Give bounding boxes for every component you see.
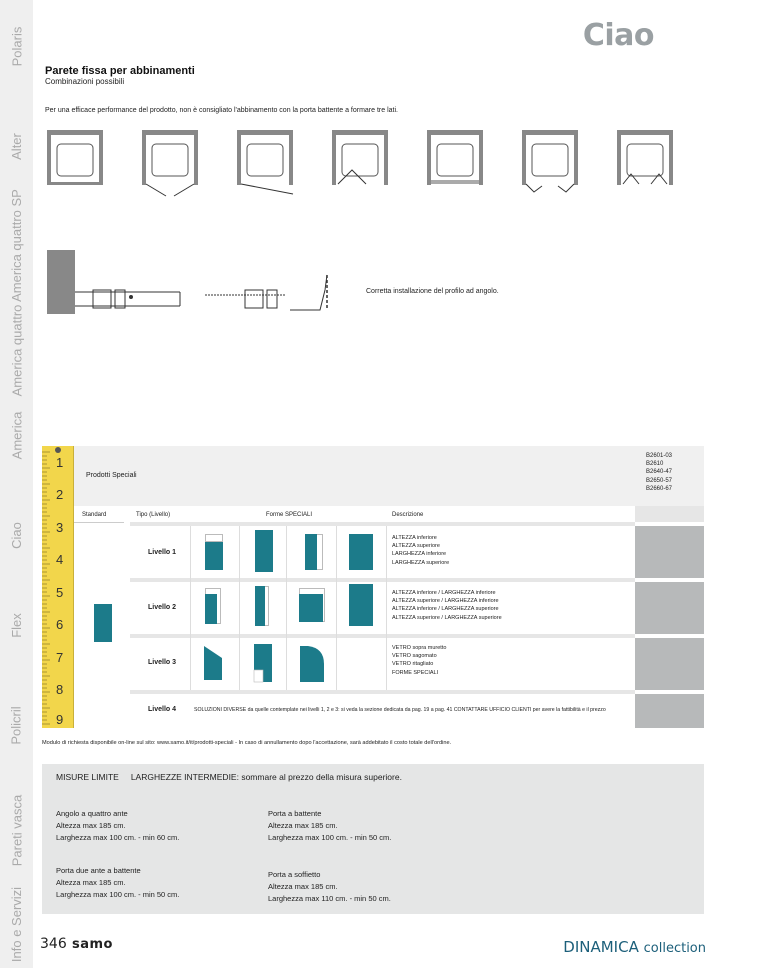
ruler-number: 3 — [56, 520, 64, 535]
shape-l3-a — [202, 642, 228, 682]
misure-item-line: Larghezza max 110 cm. - min 50 cm. — [268, 894, 391, 903]
standard-shape — [94, 604, 112, 642]
level-1-description — [392, 534, 449, 567]
desc-line: LARGHEZZA inferiore — [392, 551, 447, 558]
misure-item-line: Larghezza max 100 cm. - min 50 cm. — [268, 833, 392, 842]
misure-limite-panel — [42, 764, 704, 914]
shower-combinations-row — [45, 126, 695, 206]
shape-l1-a — [205, 540, 223, 570]
section-sidebar — [0, 0, 33, 968]
desc-line: FORME SPECIALI — [392, 669, 439, 676]
cell-divider — [239, 526, 240, 690]
sidebar-tab-info-servizi[interactable]: Info e Servizi — [9, 886, 24, 962]
product-code: B2650-57 — [646, 477, 673, 484]
desc-line: LARGHEZZA superiore — [392, 559, 450, 566]
desc-line: ALTEZZA superiore / LARGHEZZA inferiore — [392, 598, 499, 605]
cell-divider — [286, 526, 287, 690]
sidebar-tab-ciao[interactable]: Ciao — [9, 521, 24, 549]
misure-item-title: Porta a battente — [268, 809, 322, 818]
misure-item-title: Porta a soffietto — [268, 870, 321, 879]
cell-divider — [336, 526, 337, 690]
misure-header — [56, 772, 402, 782]
level-2-price-cell — [635, 582, 704, 634]
product-code: B2660-67 — [646, 485, 673, 492]
col-tipo: Tipo (Livello) — [136, 512, 171, 518]
page-number: 346 — [40, 936, 67, 952]
level-3-label: Livello 3 — [148, 659, 177, 666]
table-header — [74, 446, 704, 506]
level-4-label: Livello 4 — [148, 706, 177, 713]
sidebar-tab-alter[interactable]: Alter — [8, 132, 24, 160]
desc-line: VETRO ritagliato — [392, 661, 434, 668]
shower-diagram-4 — [330, 126, 390, 206]
product-code: B2640-47 — [646, 469, 673, 476]
col-descrizione: Descrizione — [392, 512, 424, 518]
sidebar-tab-america-quattro-sp[interactable]: America quattro SP — [9, 188, 24, 302]
shape-l1-b — [255, 530, 273, 572]
ruler-number: 1 — [56, 455, 64, 470]
shower-diagram-2 — [140, 126, 200, 206]
level-2-label: Livello 2 — [148, 604, 177, 611]
col-underline — [74, 522, 124, 523]
page-note: Per una efficace performance del prodotto, non è consigliato l'abbinamento con la porta battente a formare tre lati. — [45, 107, 398, 114]
ruler-number: 7 — [56, 650, 64, 665]
level-2-description — [392, 589, 502, 622]
misure-item-line: Altezza max 185 cm. — [56, 878, 126, 887]
ruler-number: 4 — [56, 552, 64, 567]
collection-title: DINAMICA — [563, 938, 639, 956]
desc-line: VETRO sagomato — [392, 653, 437, 660]
level-1-price-cell — [635, 526, 704, 578]
ruler-number: 8 — [56, 682, 64, 697]
shower-diagram-5 — [425, 126, 485, 206]
shower-diagram-3 — [235, 126, 295, 206]
product-code: B2610 — [646, 461, 664, 468]
misure-item-line: Altezza max 185 cm. — [56, 821, 126, 830]
ruler-number: 9 — [56, 712, 64, 727]
sidebar-tab-flex[interactable]: Flex — [9, 612, 24, 638]
desc-line: ALTEZZA superiore / LARGHEZZA superiore — [392, 614, 502, 621]
page-title: Parete fissa per abbinamenti — [45, 65, 195, 77]
desc-line: ALTEZZA inferiore — [392, 535, 437, 541]
misure-item-line: Larghezza max 100 cm. - min 60 cm. — [56, 833, 180, 842]
desc-line: ALTEZZA superiore — [392, 543, 440, 550]
shape-l2-d — [349, 584, 373, 626]
sidebar-tab-america[interactable]: America — [9, 411, 24, 459]
misure-item-line: Altezza max 185 cm. — [268, 821, 338, 830]
shower-diagram-7 — [615, 126, 675, 206]
misure-item-line: Altezza max 185 cm. — [268, 882, 338, 891]
special-products-table — [74, 446, 704, 728]
misure-item — [56, 865, 179, 901]
shape-l3-c — [298, 642, 328, 684]
shape-l1-c — [305, 534, 317, 570]
desc-line: ALTEZZA inferiore / LARGHEZZA superiore — [392, 606, 499, 613]
brand-logo: Ciao — [582, 18, 654, 53]
shape-l3-b — [252, 642, 278, 684]
shower-diagram-1 — [45, 126, 105, 206]
shape-l1-d — [349, 534, 373, 570]
shape-l2-c — [299, 594, 323, 622]
misure-title: MISURE LIMITE — [56, 772, 119, 782]
level-4-description: SOLUZIONI DIVERSE da quelle contemplate nei livelli 1, 2 e 3: si veda la sezione dedicata da pag. 19 a pag. 41 CONTATTARE UFFICIO CLIENTI per avere la fattibilità e il prezzo — [194, 707, 606, 713]
misure-subtitle: LARGHEZZE INTERMEDIE: sommare al prezzo della misura superiore. — [130, 772, 402, 782]
misure-item-line: Larghezza max 100 cm. - min 50 cm. — [56, 890, 180, 899]
collection-subtitle: collection — [643, 941, 706, 956]
misure-item — [56, 808, 179, 844]
sidebar-tab-america-quattro[interactable]: America quattro — [9, 304, 25, 396]
shape-l2-a — [205, 594, 217, 624]
level-3-price-cell — [635, 638, 704, 690]
misure-item — [268, 869, 391, 905]
misure-item-title: Porta due ante a battente — [56, 866, 141, 875]
cell-divider — [386, 526, 387, 690]
samo-logo: samo — [72, 937, 113, 952]
level-1-label: Livello 1 — [148, 549, 177, 556]
col-forme: Forme SPECIALI — [266, 512, 313, 518]
sidebar-tab-polaris[interactable]: Polaris — [9, 26, 24, 66]
ruler-number: 2 — [56, 487, 64, 502]
sidebar-tab-policril[interactable]: Policril — [9, 705, 25, 745]
shape-l2-b — [255, 586, 265, 626]
product-codes — [646, 452, 672, 493]
col-gray-head — [635, 506, 704, 522]
misure-item-title: Angolo a quattro ante — [56, 809, 128, 818]
desc-line: VETRO sopra muretto — [392, 645, 447, 651]
measuring-ruler — [42, 446, 74, 728]
misure-item — [268, 808, 391, 844]
profile-note: Corretta installazione del profilo ad angolo. — [366, 288, 499, 295]
footnote: Modulo di richiesta disponibile on-line sul sito: www.samo.it/it/prodotti-speciali - In caso di annullamento dopo l'accettazione, sarà addebitato il costo totale dell'ordine. — [42, 740, 452, 746]
shower-diagram-6 — [520, 126, 580, 206]
ruler-number: 6 — [56, 617, 64, 632]
profile-installation-drawing — [45, 250, 345, 330]
desc-line: ALTEZZA inferiore / LARGHEZZA inferiore — [392, 590, 496, 596]
page-subtitle: Combinazioni possibili — [45, 77, 125, 86]
level-4-price-cell — [635, 694, 704, 728]
level-3-description — [392, 644, 446, 677]
product-code: B2601-03 — [646, 453, 673, 459]
ruler-number: 5 — [56, 585, 64, 600]
collection-name — [563, 938, 706, 956]
sidebar-tab-pareti-vasca[interactable]: Pareti vasca — [9, 794, 25, 866]
table-header-label: Prodotti Speciali — [86, 472, 137, 479]
col-standard: Standard — [82, 512, 107, 518]
shape-l1-a-outline — [205, 534, 223, 542]
